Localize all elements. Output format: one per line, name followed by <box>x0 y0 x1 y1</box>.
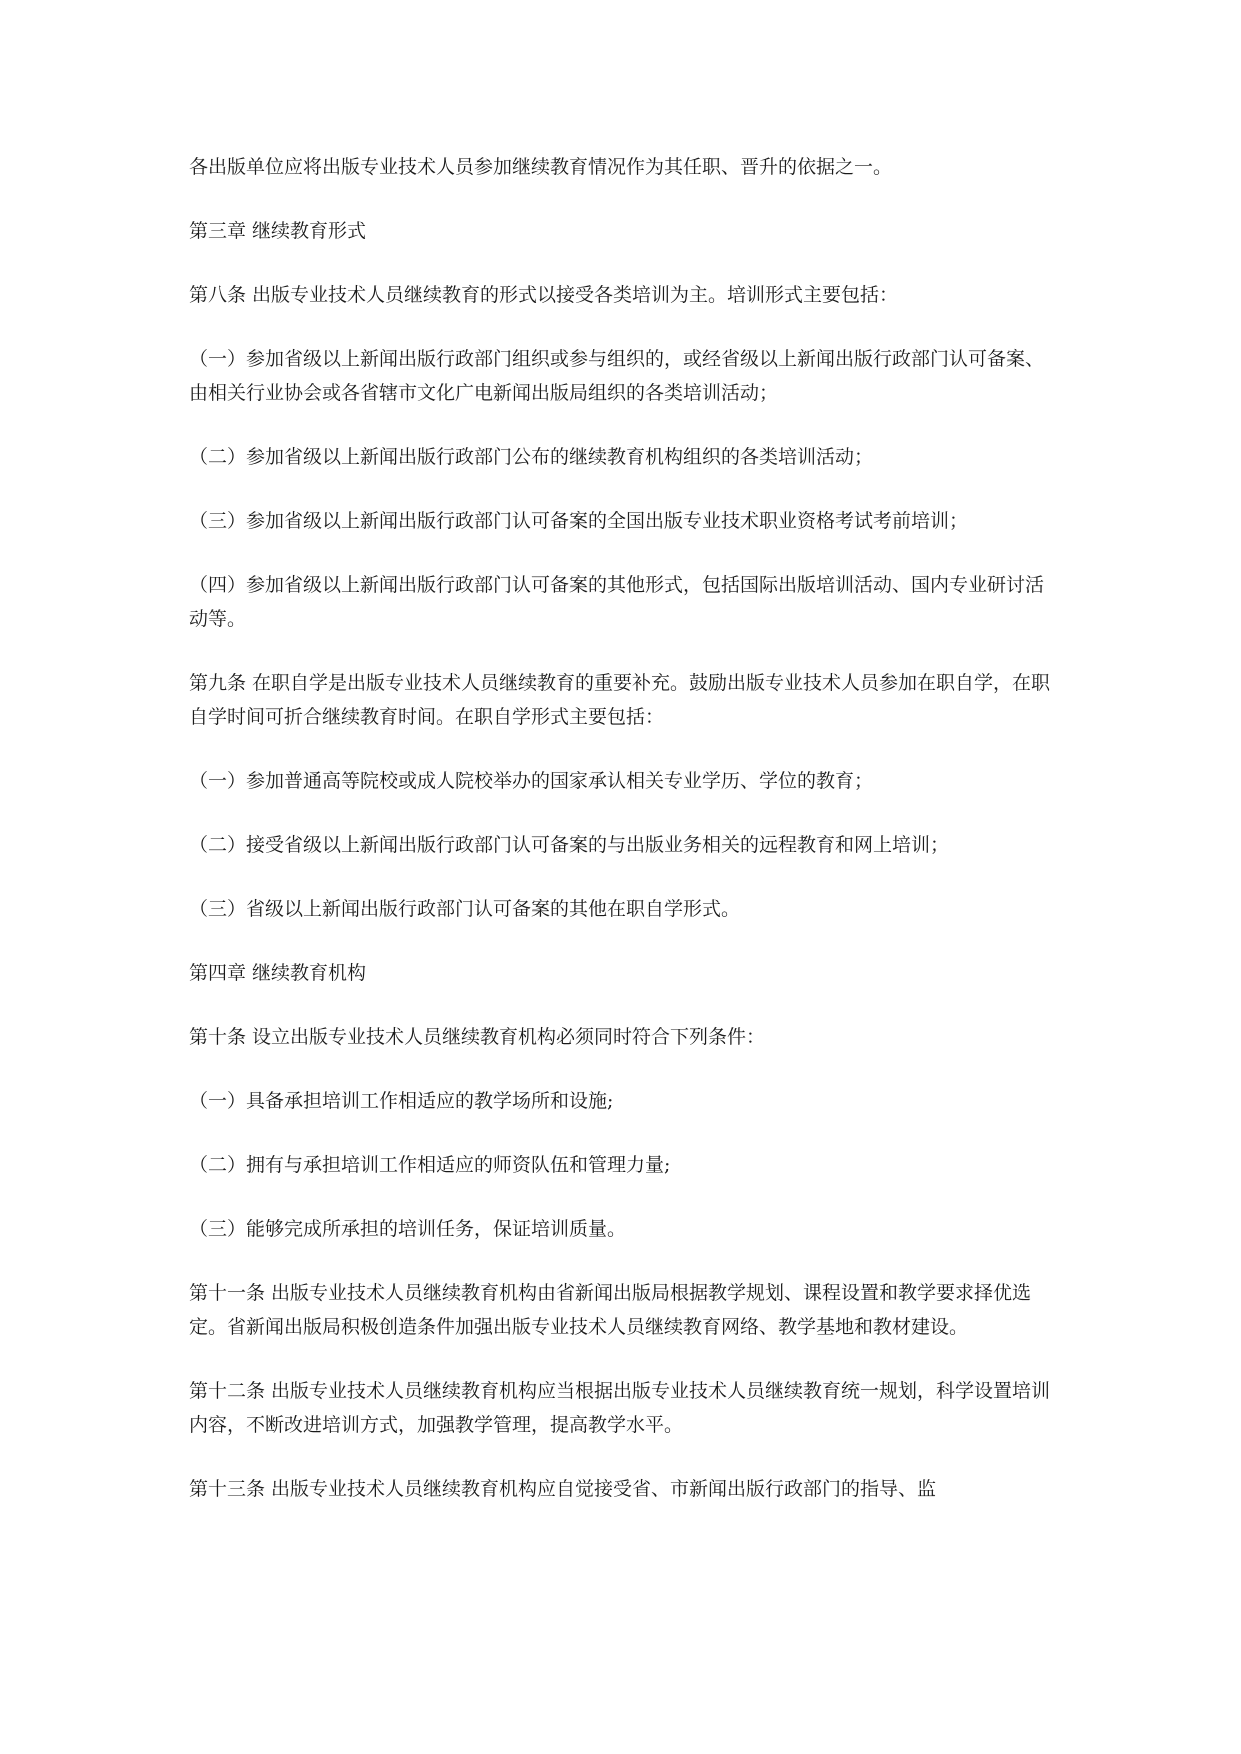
article-12: 第十二条 出版专业技术人员继续教育机构应当根据出版专业技术人员继续教育统一规划，科学设置培训内容，不断改进培训方式，加强教学管理，提高教学水平。 <box>189 1380 1051 1436</box>
article-9-item-1: （一）参加普通高等院校或成人院校举办的国家承认相关专业学历、学位的教育； <box>189 770 874 792</box>
article-9-item-2: （二）接受省级以上新闻出版行政部门认可备案的与出版业务相关的远程教育和网上培训； <box>189 834 950 856</box>
article-10: 第十条 设立出版专业技术人员继续教育机构必须同时符合下列条件： <box>189 1026 766 1048</box>
article-9-item-3: （三）省级以上新闻出版行政部门认可备案的其他在职自学形式。 <box>189 898 741 920</box>
article-10-item-3: （三）能够完成所承担的培训任务，保证培训质量。 <box>189 1218 627 1240</box>
article-8-item-1: （一）参加省级以上新闻出版行政部门组织或参与组织的，或经省级以上新闻出版行政部门认可备案、由相关行业协会或各省辖市文化广电新闻出版局组织的各类培训活动； <box>189 348 1045 404</box>
article-8: 第八条 出版专业技术人员继续教育的形式以接受各类培训为主。培训形式主要包括： <box>189 284 899 306</box>
article-10-item-2: （二）拥有与承担培训工作相适应的师资队伍和管理力量; <box>189 1154 671 1176</box>
article-8-item-4: （四）参加省级以上新闻出版行政部门认可备案的其他形式，包括国际出版培训活动、国内专业研讨活动等。 <box>189 574 1045 630</box>
article-8-item-3: （三）参加省级以上新闻出版行政部门认可备案的全国出版专业技术职业资格考试考前培训； <box>189 510 969 532</box>
paragraph-1: 各出版单位应将出版专业技术人员参加继续教育情况作为其任职、晋升的依据之一。 <box>189 156 893 178</box>
article-8-item-2: （二）参加省级以上新闻出版行政部门公布的继续教育机构组织的各类培训活动； <box>189 446 874 468</box>
article-11: 第十一条 出版专业技术人员继续教育机构由省新闻出版局根据教学规划、课程设置和教学要求择优选定。省新闻出版局积极创造条件加强出版专业技术人员继续教育网络、教学基地和教材建设。 <box>189 1282 1032 1338</box>
chapter-4-heading: 第四章 继续教育机构 <box>189 962 367 984</box>
article-13: 第十三条 出版专业技术人员继续教育机构应自觉接受省、市新闻出版行政部门的指导、监 <box>189 1478 937 1500</box>
chapter-3-heading: 第三章 继续教育形式 <box>189 220 367 242</box>
article-10-item-1: （一）具备承担培训工作相适应的教学场所和设施; <box>189 1090 614 1112</box>
article-9: 第九条 在职自学是出版专业技术人员继续教育的重要补充。鼓励出版专业技术人员参加在职自学，在职自学时间可折合继续教育时间。在职自学形式主要包括： <box>189 672 1051 728</box>
document-body <box>189 150 1057 1536</box>
